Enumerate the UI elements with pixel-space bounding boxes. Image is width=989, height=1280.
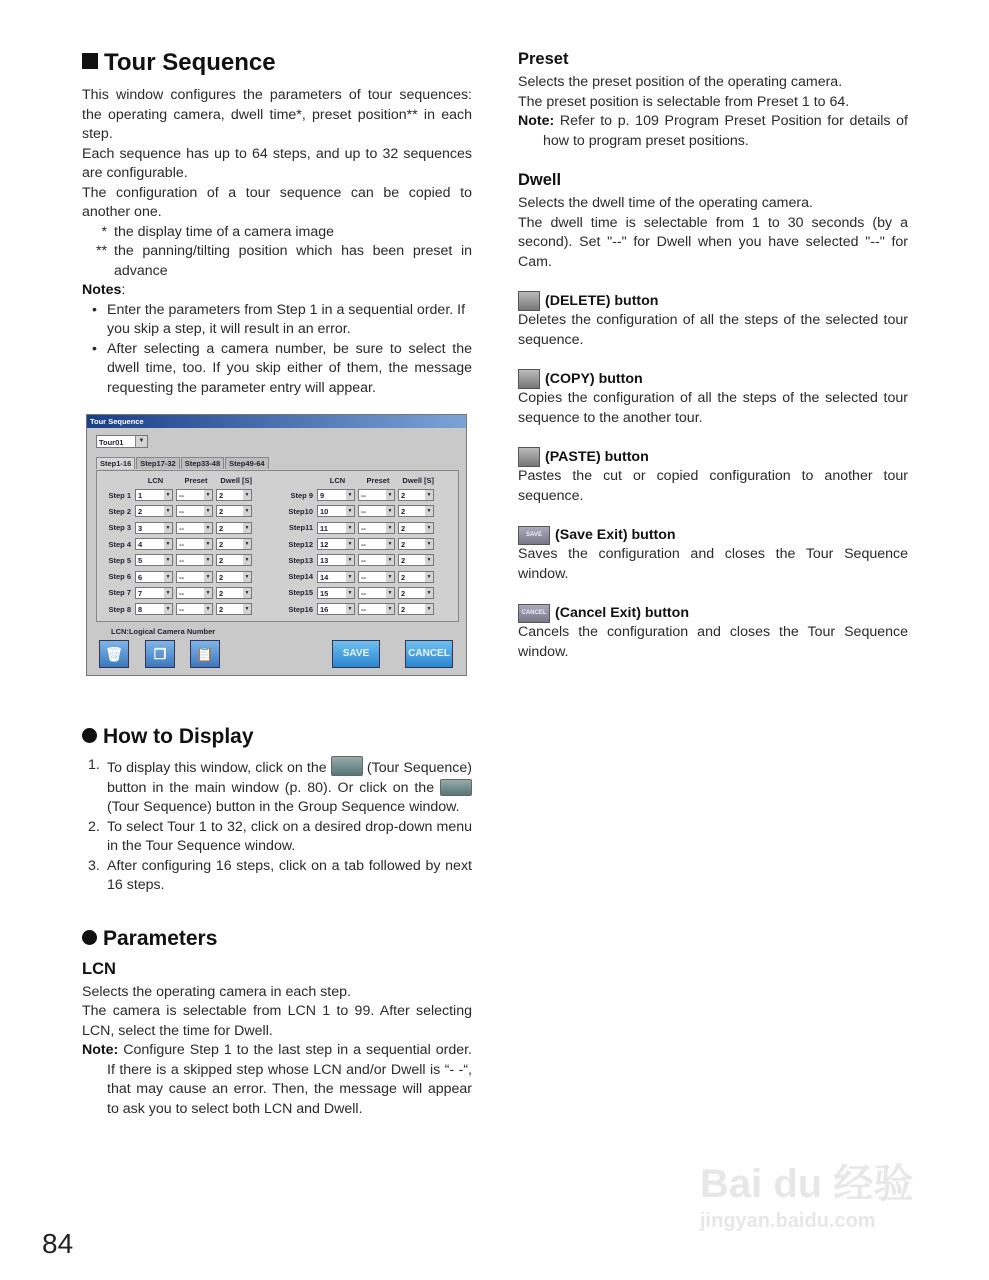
- dwell-select-value: 2: [401, 507, 406, 517]
- copy-icon: ❐: [153, 646, 167, 662]
- dwell-select-value: 2: [219, 523, 224, 533]
- dropdown-arrow-icon: ▼: [387, 508, 393, 515]
- lcn-select[interactable]: [135, 489, 173, 501]
- dwell-select-value: 2: [219, 588, 224, 598]
- lcn-heading: LCN: [82, 959, 116, 978]
- step-label: Step 3: [108, 523, 131, 533]
- preset-select-value: --: [361, 491, 366, 501]
- right-column: [518, 48, 908, 662]
- step-row: [97, 487, 255, 503]
- lcn-select[interactable]: [317, 587, 355, 599]
- lcn-select-value: 11: [320, 523, 328, 533]
- circle-bullet-icon: [82, 728, 97, 743]
- dropdown-arrow-icon: ▼: [347, 492, 353, 499]
- lcn-note: Note: Configure Step 1 to the last step in a sequential order. If there is a skipped step whose LCN and/or Dwell is “- -“, that may cause an error. Then, the message will appear to ask you to select both LCN and Dwell.: [82, 1042, 472, 1117]
- dropdown-arrow-icon: ▼: [205, 524, 211, 531]
- lcn-select[interactable]: [317, 554, 355, 566]
- preset-select-value: --: [361, 572, 366, 582]
- dwell-paragraph: The dwell time is selectable from 1 to 30 seconds (by a second). Set "--" for Dwell when you have selected "--" for Cam.: [518, 214, 908, 270]
- dropdown-arrow-icon: ▼: [244, 589, 250, 596]
- dwell-select-value: 2: [219, 572, 224, 582]
- step-label: Step13: [288, 555, 313, 565]
- dropdown-arrow-icon: ▼: [347, 524, 353, 531]
- copy-button[interactable]: [145, 640, 175, 668]
- preset-select-value: --: [179, 572, 184, 582]
- lcn-legend: LCN:Logical Camera Number: [111, 627, 216, 636]
- notes-heading: Notes:: [82, 282, 126, 298]
- tour-sequence-window: [86, 414, 467, 676]
- circle-bullet-icon: [82, 930, 97, 945]
- button-desc-cancel-exit: CANCEL (Cancel Exit) button Cancels the configuration and closes the Tour Sequence window.: [518, 605, 908, 660]
- footnote: * the display time of a camera image: [101, 223, 335, 240]
- step-label: Step 1: [108, 490, 131, 500]
- square-bullet-icon: [82, 53, 98, 69]
- tab-step33-48[interactable]: Step33-48: [181, 457, 224, 469]
- dropdown-arrow-icon: ▼: [165, 557, 171, 564]
- preset-paragraph: Selects the preset position of the operating camera.: [518, 74, 843, 90]
- dwell-select[interactable]: [216, 505, 252, 517]
- dwell-select-value: 2: [401, 588, 406, 598]
- dwell-select-value: 2: [401, 556, 406, 566]
- lcn-select-value: 12: [320, 540, 329, 550]
- dropdown-arrow-icon: ▼: [426, 508, 432, 515]
- preset-select[interactable]: [358, 505, 395, 517]
- dwell-select[interactable]: [398, 538, 434, 550]
- preset-select-value: --: [179, 507, 184, 517]
- lcn-select[interactable]: [135, 603, 173, 615]
- step-label: Step 2: [108, 506, 131, 516]
- dwell-select[interactable]: [398, 505, 434, 517]
- preset-select[interactable]: [176, 603, 213, 615]
- dropdown-arrow-icon: ▼: [244, 541, 250, 548]
- preset-select-value: --: [361, 507, 366, 517]
- step-row: [97, 601, 255, 617]
- dwell-select[interactable]: [398, 603, 434, 615]
- preset-paragraph: The preset position is selectable from Preset 1 to 64.: [518, 93, 850, 110]
- lcn-select-value: 4: [138, 540, 143, 550]
- preset-select[interactable]: [358, 522, 395, 534]
- step-row: [279, 552, 437, 568]
- list-item: 3. After configuring 16 steps, click on a tab followed by next 16 steps.: [88, 857, 472, 893]
- preset-header: Preset: [184, 476, 208, 485]
- list-item: 1. To display this window, click on the (Tour Sequence) button in the main window (p. 80). Or click on the (Tour Sequence) button in the Group Sequence window.: [88, 757, 472, 815]
- dwell-header: Dwell: [220, 476, 240, 485]
- lcn-select[interactable]: [317, 505, 355, 517]
- lcn-select-value: 8: [138, 605, 143, 615]
- lcn-select-value: 9: [320, 491, 325, 501]
- dropdown-arrow-icon: ▼: [244, 508, 250, 515]
- left-column: [82, 48, 472, 398]
- dropdown-arrow-icon: ▼: [347, 589, 353, 596]
- dropdown-arrow-icon: ▼: [205, 557, 211, 564]
- dropdown-arrow-icon: ▼: [244, 492, 250, 499]
- step-row: [97, 552, 255, 568]
- dropdown-arrow-icon: ▼: [387, 573, 393, 580]
- step-label: Step15: [288, 588, 313, 598]
- dropdown-arrow-icon: ▼: [426, 557, 432, 564]
- preset-select-value: --: [361, 540, 366, 550]
- step-label: Step 8: [108, 604, 131, 614]
- preset-select[interactable]: [176, 554, 213, 566]
- lcn-paragraph: The camera is selectable from LCN 1 to 99. After selecting LCN, select the time for Dwell.: [82, 1003, 472, 1039]
- dropdown-arrow-icon: ▼: [426, 492, 432, 499]
- save-button[interactable]: SAVE: [332, 640, 380, 668]
- paste-button[interactable]: [190, 640, 220, 668]
- preset-select[interactable]: [358, 489, 395, 501]
- dwell-select-value: 2: [219, 540, 224, 550]
- left-lower-column: [82, 724, 472, 1119]
- dropdown-arrow-icon: ▼: [387, 524, 393, 531]
- dropdown-arrow-icon: ▼: [165, 524, 171, 531]
- lcn-select-value: 7: [138, 588, 143, 598]
- lcn-select-value: 14: [320, 572, 329, 582]
- preset-select[interactable]: [358, 538, 395, 550]
- dwell-select-value: 2: [219, 605, 224, 615]
- lcn-select-value: 13: [320, 556, 329, 566]
- dropdown-arrow-icon: ▼: [347, 557, 353, 564]
- step-row: [97, 520, 255, 536]
- steps-grid-left: [97, 476, 255, 617]
- dwell-select[interactable]: [216, 554, 252, 566]
- dwell-unit: [S]: [242, 476, 252, 485]
- dropdown-arrow-icon: ▼: [165, 541, 171, 548]
- cancel-button[interactable]: CANCEL: [405, 640, 453, 668]
- preset-select[interactable]: [176, 587, 213, 599]
- step-row: [279, 601, 437, 617]
- preset-heading: Preset: [518, 50, 569, 68]
- dropdown-arrow-icon: ▼: [347, 606, 353, 613]
- cancel-icon: CANCEL: [518, 604, 550, 623]
- how-to-display-heading: How to Display: [82, 724, 472, 750]
- dwell-unit: [S]: [424, 476, 434, 485]
- lcn-select-value: 6: [138, 572, 143, 582]
- step-label: Step 6: [108, 572, 131, 582]
- lcn-select[interactable]: [135, 587, 173, 599]
- dropdown-arrow-icon: ▼: [205, 573, 211, 580]
- step-row: [97, 568, 255, 584]
- spacer: [97, 476, 135, 487]
- dropdown-arrow-icon: ▼: [387, 606, 393, 613]
- lcn-select[interactable]: [135, 505, 173, 517]
- dropdown-arrow-icon: ▼: [426, 573, 432, 580]
- preset-select-value: --: [179, 523, 184, 533]
- bullet-icon: •: [92, 301, 97, 318]
- step-tabs: [96, 457, 270, 469]
- preset-select-value: --: [361, 605, 366, 615]
- step-label: Step10: [288, 506, 313, 516]
- section-title: Tour Sequence: [82, 48, 472, 78]
- step-row: [97, 585, 255, 601]
- steps-grid-right: [279, 476, 437, 617]
- step-label: Step 4: [108, 539, 131, 549]
- step-row: [279, 503, 437, 519]
- lcn-select[interactable]: [135, 554, 173, 566]
- paste-icon: [518, 447, 540, 467]
- copy-icon: [518, 369, 540, 389]
- page-number: 84: [42, 1228, 74, 1259]
- dwell-select[interactable]: [398, 554, 434, 566]
- step-label: Step16: [288, 604, 313, 614]
- step-label: Step 7: [108, 588, 131, 598]
- lcn-select-value: 16: [320, 605, 329, 615]
- step-label: Step12: [288, 539, 313, 549]
- intro-paragraph: The configuration of a tour sequence can be copied to another one.: [82, 184, 472, 220]
- lcn-select[interactable]: [317, 522, 355, 534]
- watermark: Bai du 经验 jingyan.baidu.com: [700, 1162, 914, 1232]
- preset-select[interactable]: [176, 571, 213, 583]
- lcn-header: LCN: [329, 476, 346, 485]
- dropdown-arrow-icon: ▼: [426, 541, 432, 548]
- preset-select[interactable]: [358, 603, 395, 615]
- preset-header: Preset: [366, 476, 390, 485]
- lcn-select-value: 15: [320, 588, 329, 598]
- dwell-select-value: 2: [401, 605, 406, 615]
- button-desc-delete: (DELETE) button Deletes the configuration of all the steps of the selected tour sequence.: [518, 293, 908, 348]
- dwell-select[interactable]: [216, 522, 252, 534]
- parameters-heading: Parameters: [82, 926, 472, 952]
- tour-select[interactable]: Tour01 ▼: [96, 435, 148, 448]
- step-label: Step 5: [108, 555, 131, 565]
- step-row: [279, 585, 437, 601]
- dwell-select-value: 2: [219, 507, 224, 517]
- tab-step17-32[interactable]: Step17-32: [136, 457, 179, 469]
- lcn-header: LCN: [147, 476, 164, 485]
- dwell-select[interactable]: [216, 603, 252, 615]
- dropdown-arrow-icon: ▼: [244, 524, 250, 531]
- dwell-select-value: 2: [219, 556, 224, 566]
- dropdown-arrow-icon: ▼: [347, 573, 353, 580]
- button-desc-paste: (PASTE) button Pastes the cut or copied configuration to another tour sequence.: [518, 449, 908, 504]
- dropdown-arrow-icon: ▼: [205, 589, 211, 596]
- dropdown-arrow-icon: ▼: [165, 492, 171, 499]
- preset-select[interactable]: [176, 522, 213, 534]
- intro-paragraph: This window configures the parameters of tour sequences: the operating camera, dwell time*, preset position** in each step.: [82, 87, 472, 142]
- dropdown-arrow-icon: ▼: [244, 573, 250, 580]
- preset-select-value: --: [361, 523, 366, 533]
- dropdown-arrow-icon: ▼: [387, 492, 393, 499]
- step-row: [279, 520, 437, 536]
- spacer: [279, 476, 317, 487]
- dropdown-arrow-icon: ▼: [244, 606, 250, 613]
- tour-sequence-group-icon: [440, 779, 472, 796]
- dwell-select-value: 2: [401, 523, 406, 533]
- paste-icon: 📋: [196, 646, 214, 662]
- lcn-select[interactable]: [317, 571, 355, 583]
- lcn-paragraph: Selects the operating camera in each step.: [82, 983, 351, 1000]
- delete-button[interactable]: [99, 640, 129, 668]
- trash-icon: [518, 291, 540, 311]
- preset-select-value: --: [361, 588, 366, 598]
- lcn-select-value: 3: [138, 523, 143, 533]
- note-item: • Enter the parameters from Step 1 in a sequential order. If you skip a step, it will result in an error.: [82, 301, 472, 340]
- preset-select-value: --: [179, 540, 184, 550]
- preset-select-value: --: [361, 556, 366, 566]
- note-item: • After selecting a camera number, be sure to select the dwell time, too. If you skip either of them, the message requesting the parameter entry will appear.: [82, 340, 472, 399]
- step-label: Step11: [288, 523, 313, 533]
- dropdown-arrow-icon: ▼: [165, 589, 171, 596]
- preset-select[interactable]: [358, 554, 395, 566]
- dropdown-arrow-icon: ▼: [205, 606, 211, 613]
- list-item: 2. To select Tour 1 to 32, click on a desired drop-down menu in the Tour Sequence window.: [88, 818, 472, 854]
- dwell-select-value: 2: [401, 491, 406, 501]
- lcn-select[interactable]: [135, 522, 173, 534]
- dropdown-arrow-icon: ▼: [387, 541, 393, 548]
- step-row: [279, 536, 437, 552]
- lcn-select-value: 10: [320, 507, 329, 517]
- dropdown-arrow-icon: ▼: [205, 492, 211, 499]
- dropdown-arrow-icon: ▼: [347, 508, 353, 515]
- steps-pane: [96, 470, 459, 622]
- dwell-select-value: 2: [401, 572, 406, 582]
- grid-header: [97, 476, 255, 487]
- dropdown-arrow-icon: ▼: [135, 436, 147, 447]
- window-titlebar: Tour Sequence: [87, 415, 466, 428]
- preset-select[interactable]: [358, 571, 395, 583]
- dropdown-arrow-icon: ▼: [165, 606, 171, 613]
- dropdown-arrow-icon: ▼: [165, 508, 171, 515]
- dropdown-arrow-icon: ▼: [244, 557, 250, 564]
- intro-paragraph: Each sequence has up to 64 steps, and up to 32 sequences are configurable.: [82, 145, 472, 181]
- dwell-paragraph: Selects the dwell time of the operating camera.: [518, 195, 813, 211]
- lcn-select[interactable]: [135, 571, 173, 583]
- dropdown-arrow-icon: ▼: [347, 541, 353, 548]
- lcn-select-value: 1: [138, 491, 143, 501]
- dwell-select[interactable]: [398, 489, 434, 501]
- dropdown-arrow-icon: ▼: [205, 541, 211, 548]
- dwell-select[interactable]: [398, 587, 434, 599]
- footnote: ** the panning/tilting position which has been preset in advance: [95, 243, 472, 279]
- dwell-select[interactable]: [216, 571, 252, 583]
- bullet-icon: •: [92, 340, 97, 357]
- dwell-heading: Dwell: [518, 171, 562, 189]
- lcn-select-value: 2: [138, 507, 143, 517]
- dropdown-arrow-icon: ▼: [387, 557, 393, 564]
- save-icon: SAVE: [518, 526, 550, 545]
- step-label: Step 9: [290, 490, 313, 500]
- preset-select-value: --: [179, 588, 184, 598]
- dwell-select[interactable]: [398, 522, 434, 534]
- step-row: [279, 487, 437, 503]
- grid-header: [279, 476, 437, 487]
- dwell-header: Dwell: [402, 476, 422, 485]
- tab-step1-16[interactable]: Step1-16: [96, 457, 135, 469]
- lcn-select[interactable]: [317, 603, 355, 615]
- dwell-select[interactable]: [216, 489, 252, 501]
- step-row: [97, 503, 255, 519]
- dwell-select-value: 2: [219, 491, 224, 501]
- tab-step49-64[interactable]: Step49-64: [225, 457, 268, 469]
- tour-sequence-icon: [331, 756, 363, 776]
- trash-icon: 🗑: [105, 646, 123, 662]
- dwell-select-value: 2: [401, 540, 406, 550]
- preset-note: Note: Refer to p. 109 Program Preset Position for details of how to program preset positions.: [518, 113, 908, 149]
- dropdown-arrow-icon: ▼: [205, 508, 211, 515]
- dropdown-arrow-icon: ▼: [387, 589, 393, 596]
- lcn-select[interactable]: [317, 489, 355, 501]
- button-desc-save-exit: SAVE (Save Exit) button Saves the configuration and closes the Tour Sequence window.: [518, 527, 908, 582]
- dropdown-arrow-icon: ▼: [426, 524, 432, 531]
- dwell-select[interactable]: [216, 538, 252, 550]
- dropdown-arrow-icon: ▼: [426, 606, 432, 613]
- preset-select-value: --: [179, 556, 184, 566]
- dropdown-arrow-icon: ▼: [426, 589, 432, 596]
- preset-select-value: --: [179, 491, 184, 501]
- preset-select[interactable]: [176, 489, 213, 501]
- button-desc-copy: (COPY) button Copies the configuration of all the steps of the selected tour sequence to the another tour.: [518, 371, 908, 426]
- lcn-select-value: 5: [138, 556, 143, 566]
- preset-select-value: --: [179, 605, 184, 615]
- lcn-select[interactable]: [317, 538, 355, 550]
- dropdown-arrow-icon: ▼: [165, 573, 171, 580]
- dwell-select[interactable]: [216, 587, 252, 599]
- preset-select[interactable]: [176, 505, 213, 517]
- preset-select[interactable]: [358, 587, 395, 599]
- step-label: Step14: [288, 572, 313, 582]
- step-row: [279, 568, 437, 584]
- preset-select[interactable]: [176, 538, 213, 550]
- dwell-select[interactable]: [398, 571, 434, 583]
- step-row: [97, 536, 255, 552]
- lcn-select[interactable]: [135, 538, 173, 550]
